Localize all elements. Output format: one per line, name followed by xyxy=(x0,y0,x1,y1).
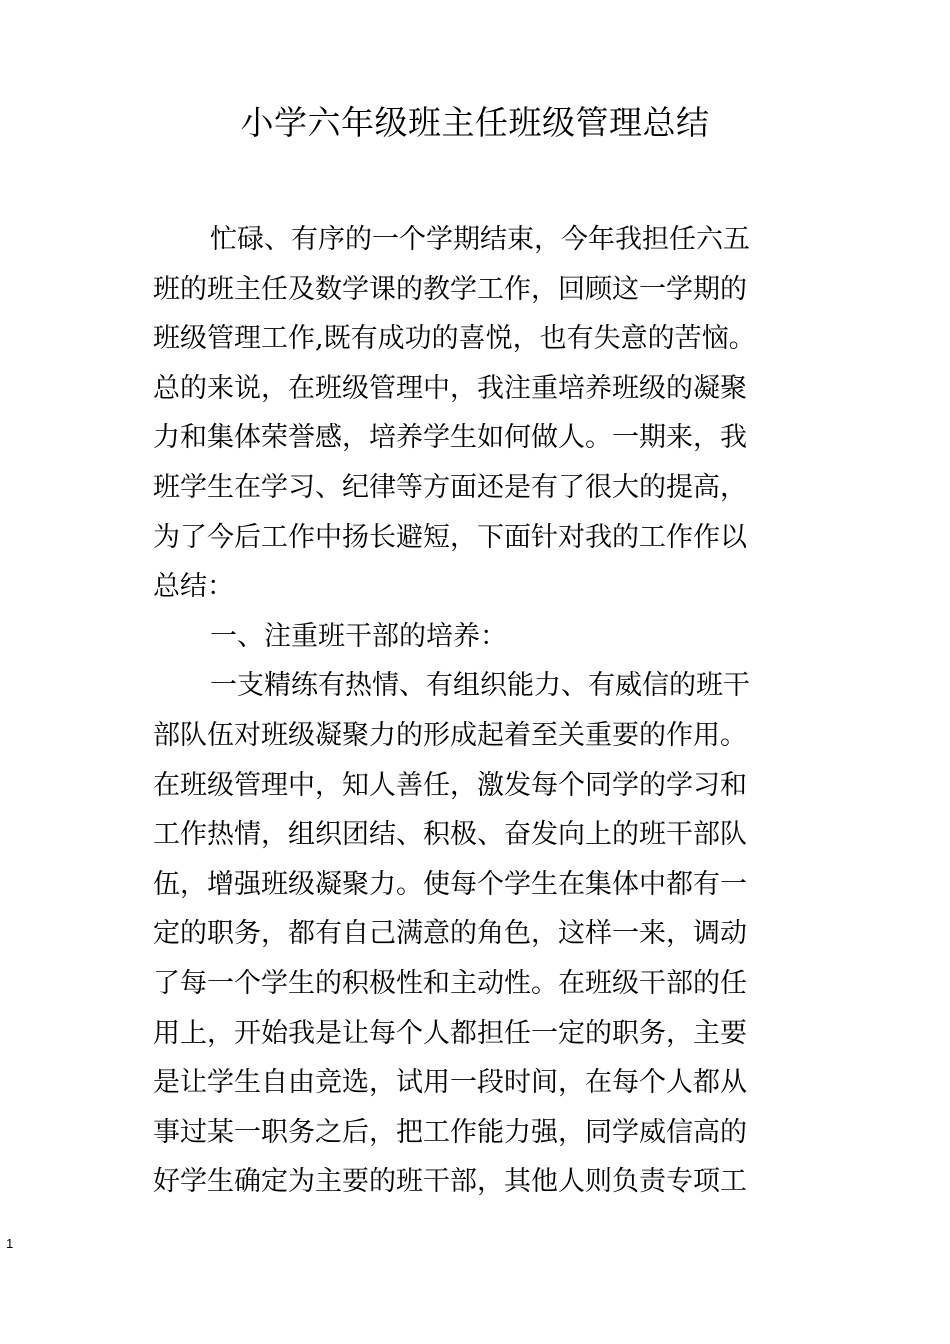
paragraph-line: 在班级管理中，知人善任，激发每个同学的学习和 xyxy=(153,769,747,801)
paragraph-line: 总结： xyxy=(153,571,234,603)
paragraph-line: 总的来说，在班级管理中，我注重培养班级的凝聚 xyxy=(153,372,747,404)
page-number: 1 xyxy=(6,1236,14,1251)
paragraph-line: 好学生确定为主要的班干部，其他人则负责专项工 xyxy=(153,1166,747,1198)
paragraph-line: 部队伍对班级凝聚力的形成起着至关重要的作用。 xyxy=(153,719,747,751)
paragraph-line: 工作热情，组织团结、积极、奋发向上的班干部队 xyxy=(153,819,747,851)
paragraph-line: 事过某一职务之后，把工作能力强，同学威信高的 xyxy=(153,1116,747,1148)
paragraph-line: 班级管理工作,既有成功的喜悦，也有失意的苦恼。 xyxy=(153,323,756,355)
paragraph-line: 力和集体荣誉感，培养学生如何做人。一期来，我 xyxy=(153,422,747,454)
paragraph-line: 忙碌、有序的一个学期结束，今年我担任六五 xyxy=(210,224,750,255)
paragraph-line: 是让学生自由竞选，试用一段时间，在每个人都从 xyxy=(153,1067,747,1099)
paragraph-line: 了每一个学生的积极性和主动性。在班级干部的任 xyxy=(153,967,747,999)
paragraph-line: 班学生在学习、纪律等方面还是有了很大的提高， xyxy=(153,471,747,503)
paragraph-line: 为了今后工作中扬长避短，下面针对我的工作作以 xyxy=(153,521,747,553)
paragraph-line: 定的职务，都有自己满意的角色，这样一来，调动 xyxy=(153,918,747,950)
document-body xyxy=(153,215,808,1207)
document-title: 小学六年级班主任班级管理总结 xyxy=(240,103,710,142)
section-heading: 一、注重班干部的培养： xyxy=(210,620,507,652)
paragraph-line: 用上，开始我是让每个人都担任一定的职务，主要 xyxy=(153,1017,747,1049)
paragraph-line: 一支精练有热情、有组织能力、有威信的班干 xyxy=(210,670,750,702)
paragraph-line: 伍，增强班级凝聚力。使每个学生在集体中都有一 xyxy=(153,868,747,900)
paragraph-line: 班的班主任及数学课的教学工作，回顾这一学期的 xyxy=(153,273,747,305)
